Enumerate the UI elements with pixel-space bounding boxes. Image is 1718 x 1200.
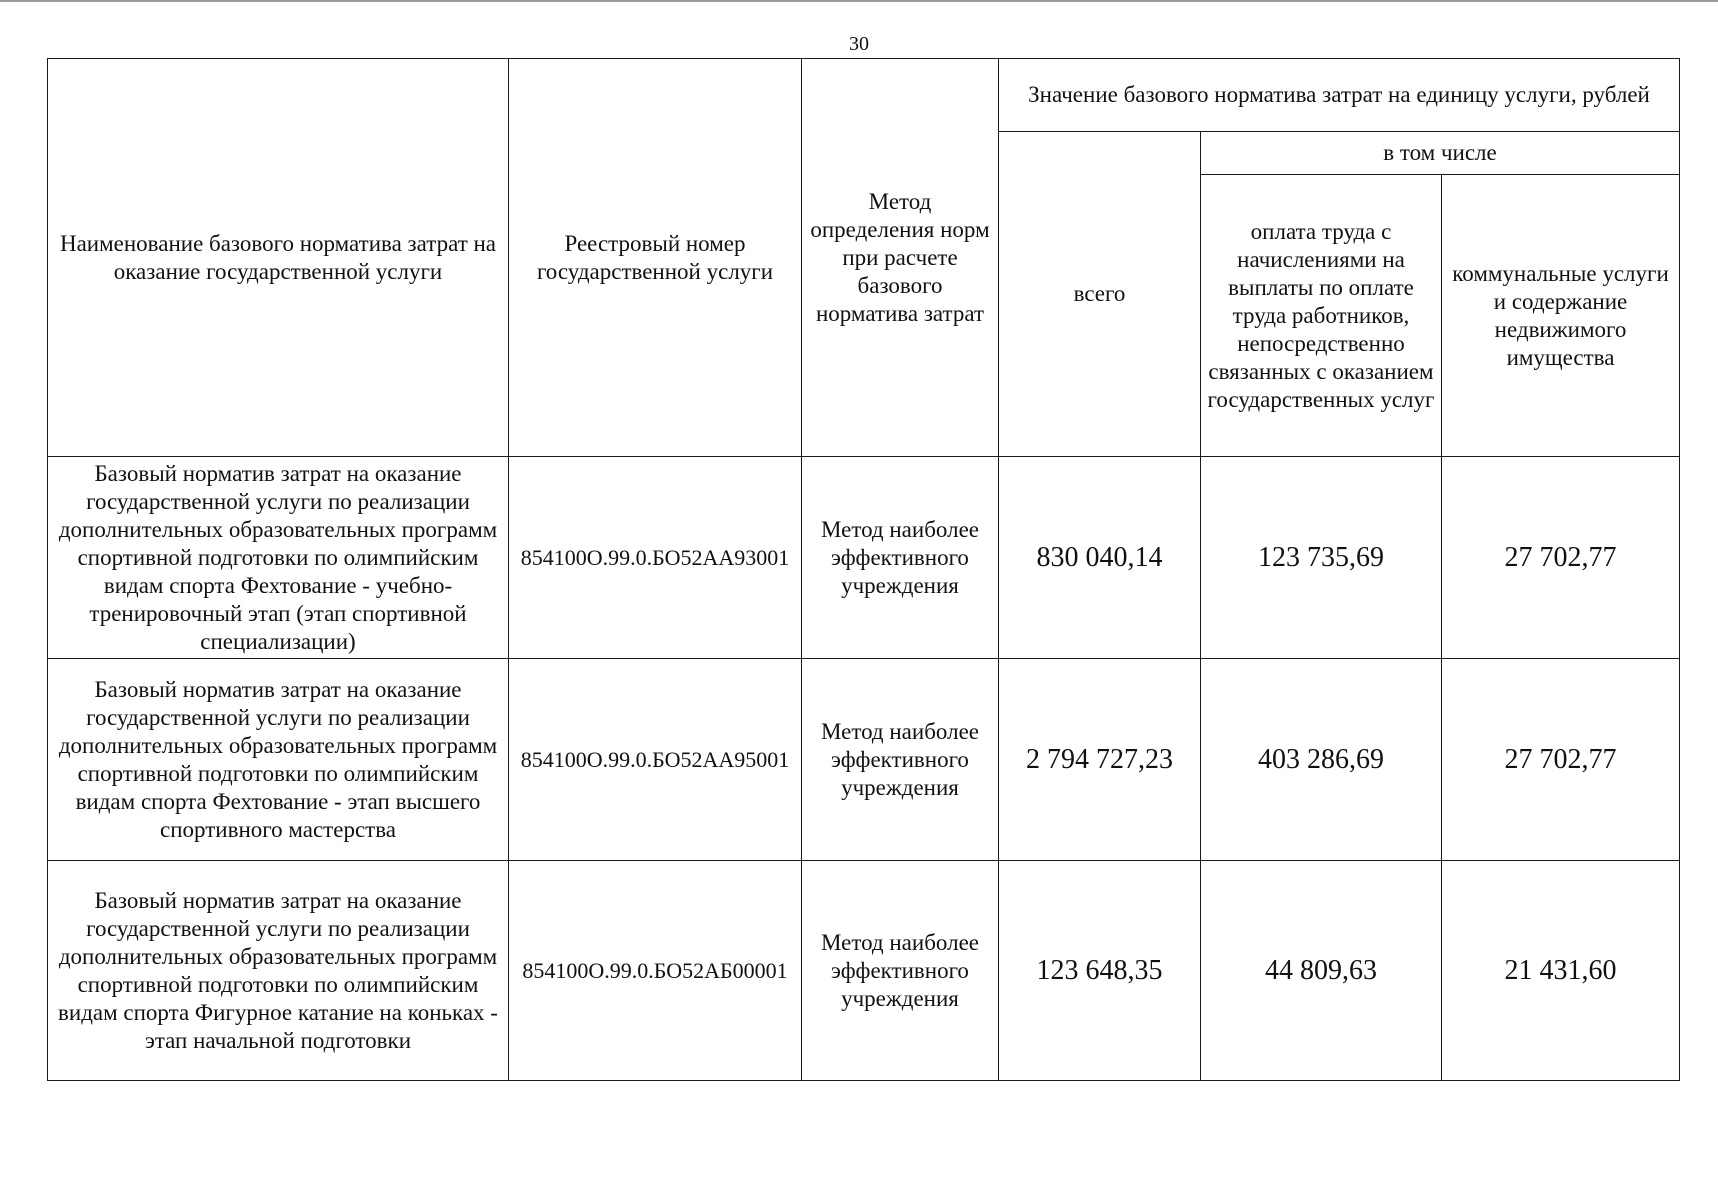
row-name: Базовый норматив затрат на оказание государственной услуги по реализации дополнительных образовательных программ спортивной подготовки по олимпийским видам спорта Фехтование - учебно-тренировочный этап (этап спортивной специализации) [48,457,509,659]
header-registry-number: Реестровый номер государственной услуги [509,59,802,457]
header-name: Наименование базового норматива затрат на оказание государственной услуги [48,59,509,457]
row-total: 123 648,35 [999,861,1201,1081]
row-utilities: 27 702,77 [1442,659,1680,861]
row-method: Метод наиболее эффективного учреждения [802,659,999,861]
header-utilities: коммунальные услуги и содержание недвижимого имущества [1442,175,1680,457]
row-total: 2 794 727,23 [999,659,1201,861]
row-registry-number: 854100О.99.0.БО52АА95001 [509,659,802,861]
row-labor-costs: 44 809,63 [1201,861,1442,1081]
row-utilities: 27 702,77 [1442,457,1680,659]
table-row [48,861,1680,1081]
row-utilities: 21 431,60 [1442,861,1680,1081]
row-labor-costs: 123 735,69 [1201,457,1442,659]
header-value-group: Значение базового норматива затрат на единицу услуги, рублей [999,59,1680,132]
header-total: всего [999,132,1201,457]
row-registry-number: 854100О.99.0.БО52АА93001 [509,457,802,659]
row-labor-costs: 403 286,69 [1201,659,1442,861]
page-number: 30 [849,33,869,55]
header-row-1 [48,59,1680,132]
table-row [48,457,1680,659]
header-labor-costs: оплата труда с начислениями на выплаты по оплате труда работников, непосредственно связанных с оказанием государственных услуг [1201,175,1442,457]
row-name: Базовый норматив затрат на оказание государственной услуги по реализации дополнительных образовательных программ спортивной подготовки по олимпийским видам спорта Фигурное катание на коньках - этап начальной подготовки [48,861,509,1081]
top-border-line [0,0,1718,2]
header-method: Метод определения норм при расчете базового норматива затрат [802,59,999,457]
row-name: Базовый норматив затрат на оказание государственной услуги по реализации дополнительных образовательных программ спортивной подготовки по олимпийским видам спорта Фехтование - этап высшего спортивного мастерства [48,659,509,861]
row-method: Метод наиболее эффективного учреждения [802,861,999,1081]
row-total: 830 040,14 [999,457,1201,659]
row-method: Метод наиболее эффективного учреждения [802,457,999,659]
row-registry-number: 854100О.99.0.БО52АБ00001 [509,861,802,1081]
header-including: в том числе [1201,132,1680,175]
table-row [48,659,1680,861]
base-cost-norms-table [47,58,1680,1081]
